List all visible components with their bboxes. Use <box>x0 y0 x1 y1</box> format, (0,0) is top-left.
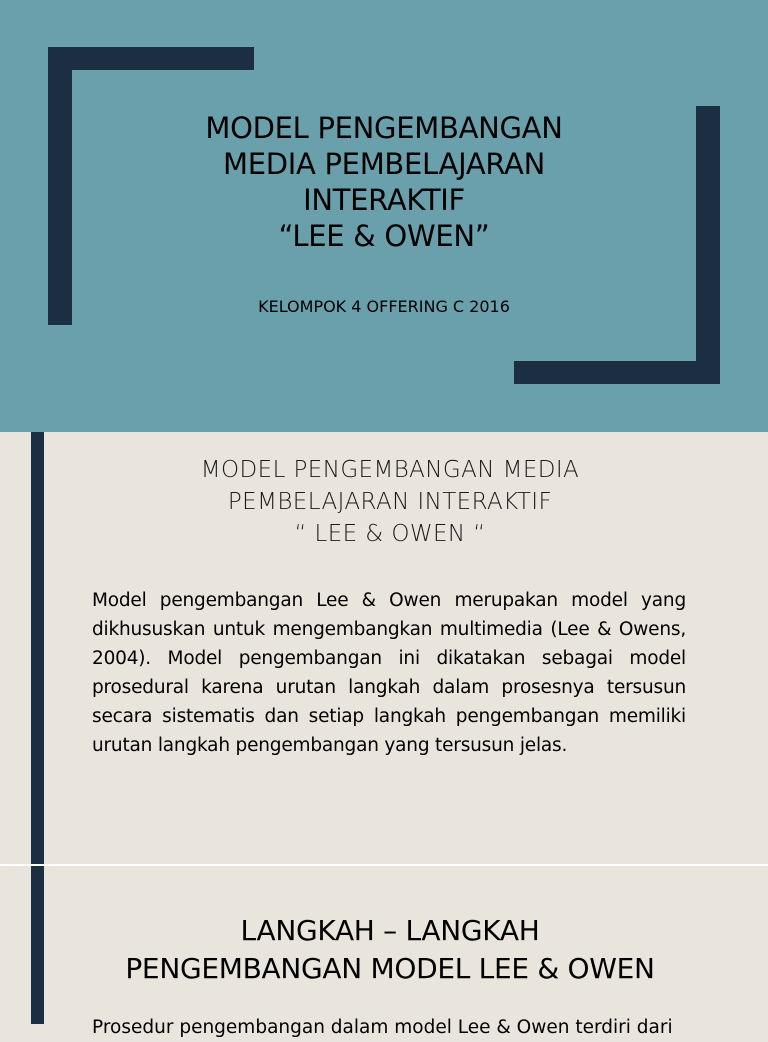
bracket-top-left-horizontal <box>48 47 254 70</box>
slide2-title-line: MODEL PENGEMBANGAN MEDIA <box>200 457 580 483</box>
slide1-title <box>100 110 668 254</box>
definition-slide <box>0 432 768 864</box>
slide3-title <box>60 912 720 988</box>
bracket-bottom-right-vertical <box>696 106 720 384</box>
bracket-top-left-vertical <box>48 47 72 325</box>
title-slide <box>0 0 768 432</box>
bracket-bottom-right-horizontal <box>514 361 720 384</box>
slide2-accent-bar <box>31 432 44 864</box>
slide3-title-line: LANGKAH – LANGKAH <box>240 914 540 947</box>
slide2-title <box>80 454 700 550</box>
steps-slide <box>0 866 768 1038</box>
slide2-title-line: PEMBELAJARAN INTERAKTIF <box>227 489 553 515</box>
slide1-title-line: MEDIA PEMBELAJARAN <box>223 147 545 181</box>
slide2-title-line: “ LEE & OWEN “ <box>294 521 486 547</box>
slide1-title-line: MODEL PENGEMBANGAN <box>205 111 563 145</box>
slide1-title-line: INTERAKTIF <box>303 183 465 217</box>
slide1-subtitle: KELOMPOK 4 OFFERING C 2016 <box>258 297 510 316</box>
slide2-body-text: Model pengembangan Lee & Owen merupakan model yang dikhususkan untuk mengembangkan multimedia (Lee & Owens, 2004). Model pengembangan ini dikatakan sebagai model prosedural karena urutan langkah dalam prosesnya tersusun secara sistematis dan setiap langkah pengembangan memiliki urutan langkah pengembangan yang tersusun jelas. <box>92 590 686 756</box>
slide3-accent-bar <box>31 866 44 1024</box>
slide3-title-line: PENGEMBANGAN MODEL LEE & OWEN <box>125 952 655 985</box>
slide3-body-text: Prosedur pengembangan dalam model Lee & Owen terdiri dari <box>92 1017 673 1038</box>
slide1-title-line: “LEE & OWEN” <box>278 219 490 253</box>
